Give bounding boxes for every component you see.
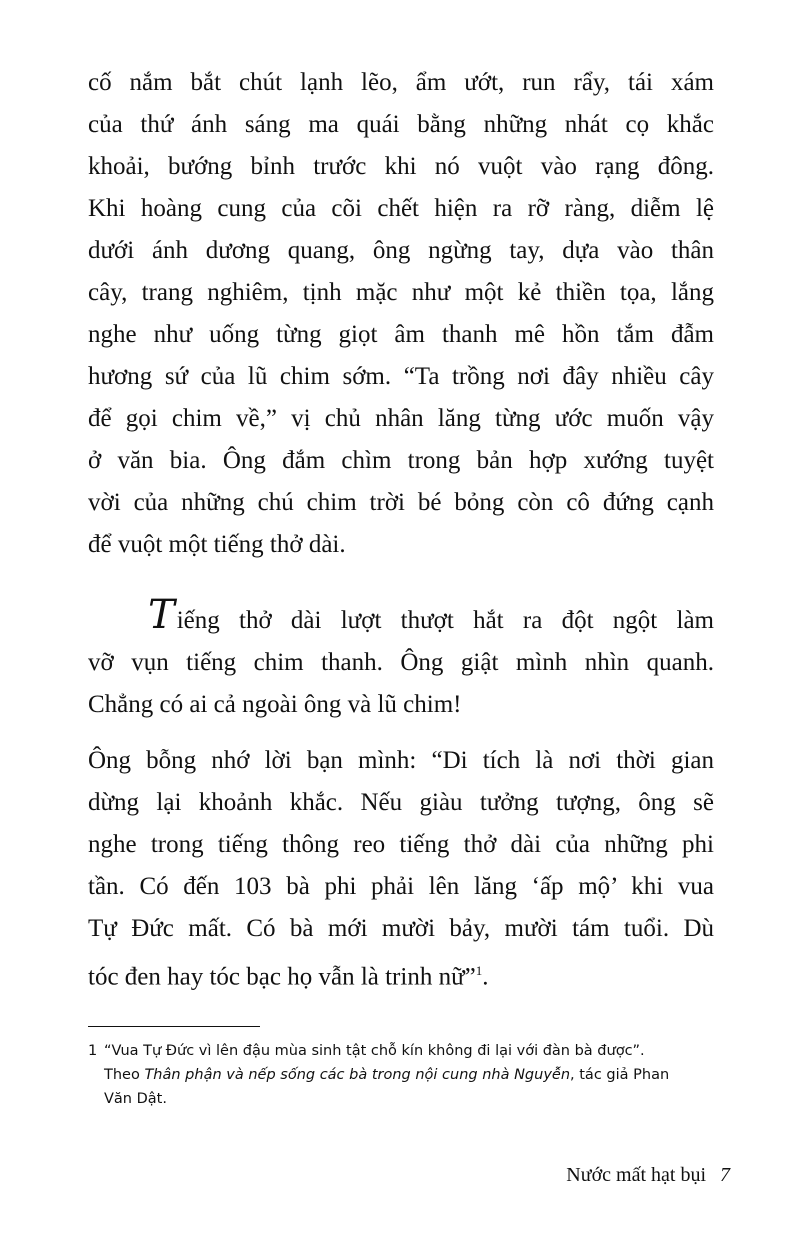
paragraph-3	[88, 740, 714, 992]
text-line: nghe như uống từng giọt âm thanh mê hồn tắm đẫm	[88, 321, 714, 348]
text-line: ở văn bia. Ông đắm chìm trong bản hợp xướng tuyệt	[88, 447, 714, 474]
text-line: cố nắm bắt chút lạnh lẽo, ẩm ướt, run rẩy, tái xám	[88, 69, 714, 96]
text-line: dừng lại khoảnh khắc. Nếu giàu tưởng tượng, ông sẽ	[88, 789, 714, 816]
text-line	[88, 592, 714, 642]
footnote-divider	[88, 1026, 260, 1027]
page-number: 7	[720, 1164, 730, 1186]
footnote-line: Văn Dật.	[104, 1091, 167, 1107]
text-line: để vuột một tiếng thở dài.	[88, 531, 346, 558]
decorative-initial: T	[148, 592, 175, 638]
running-footer	[566, 1164, 730, 1187]
text-line: cây, trang nghiêm, tịnh mặc như một kẻ thiền tọa, lắng	[88, 279, 714, 306]
text-line: nghe trong tiếng thông reo tiếng thở dài của những phi	[88, 831, 714, 858]
text-line: hương sứ của lũ chim sớm. “Ta trồng nơi đây nhiều cây	[88, 363, 714, 390]
footnote-prefix: Theo	[104, 1067, 145, 1083]
text-line: để gọi chim về,” vị chủ nhân lăng từng ước muốn vậy	[88, 405, 714, 432]
text-line: Khi hoàng cung của cõi chết hiện ra rỡ ràng, diễm lệ	[88, 195, 714, 222]
text-span: tóc đen hay tóc bạc họ vẫn là trinh nữ”	[88, 963, 476, 991]
text-line: khoải, bướng bỉnh trước khi nó vuột vào rạng đông.	[88, 153, 714, 180]
page-body	[88, 62, 714, 992]
book-title: Nước mất hạt bụi	[566, 1164, 706, 1186]
text-line: của thứ ánh sáng ma quái bằng những nhát cọ khắc	[88, 111, 714, 138]
footnote-suffix: , tác giả Phan	[570, 1067, 670, 1083]
text-line: vời của những chú chim trời bé bỏng còn cô đứng cạnh	[88, 489, 714, 516]
text-line: Chẳng có ai cả ngoài ông và lũ chim!	[88, 691, 462, 718]
text-line: Tự Đức mất. Có bà mới mười bảy, mười tám tuổi. Dù	[88, 915, 714, 942]
paragraph-2	[88, 592, 714, 726]
footnote-number: 1	[88, 1043, 98, 1059]
text-span: .	[482, 963, 489, 991]
footnote-reference[interactable]: 1	[475, 963, 483, 978]
footnote-line	[88, 1063, 728, 1087]
text-span: iếng thở dài lượt thượt hắt ra đột ngột làm	[176, 607, 714, 634]
text-line: dưới ánh dương quang, ông ngừng tay, dựa vào thân	[88, 237, 714, 264]
text-line: Ông bỗng nhớ lời bạn mình: “Di tích là nơi thời gian	[88, 747, 714, 774]
footnote-source-title: Thân phận và nếp sống các bà trong nội cung nhà Nguyễn	[144, 1067, 571, 1083]
text-line	[88, 950, 714, 992]
text-line: vỡ vụn tiếng chim thanh. Ông giật mình nhìn quanh.	[88, 649, 714, 676]
text-line: tần. Có đến 103 bà phi phải lên lăng ‘ấp mộ’ khi vua	[88, 873, 714, 900]
footnote	[88, 1026, 728, 1111]
footnote-quote: “Vua Tự Đức vì lên đậu mùa sinh tật chỗ kín không đi lại với đàn bà được”.	[104, 1043, 645, 1059]
footnote-line	[88, 1039, 728, 1063]
paragraph-1	[88, 62, 714, 566]
